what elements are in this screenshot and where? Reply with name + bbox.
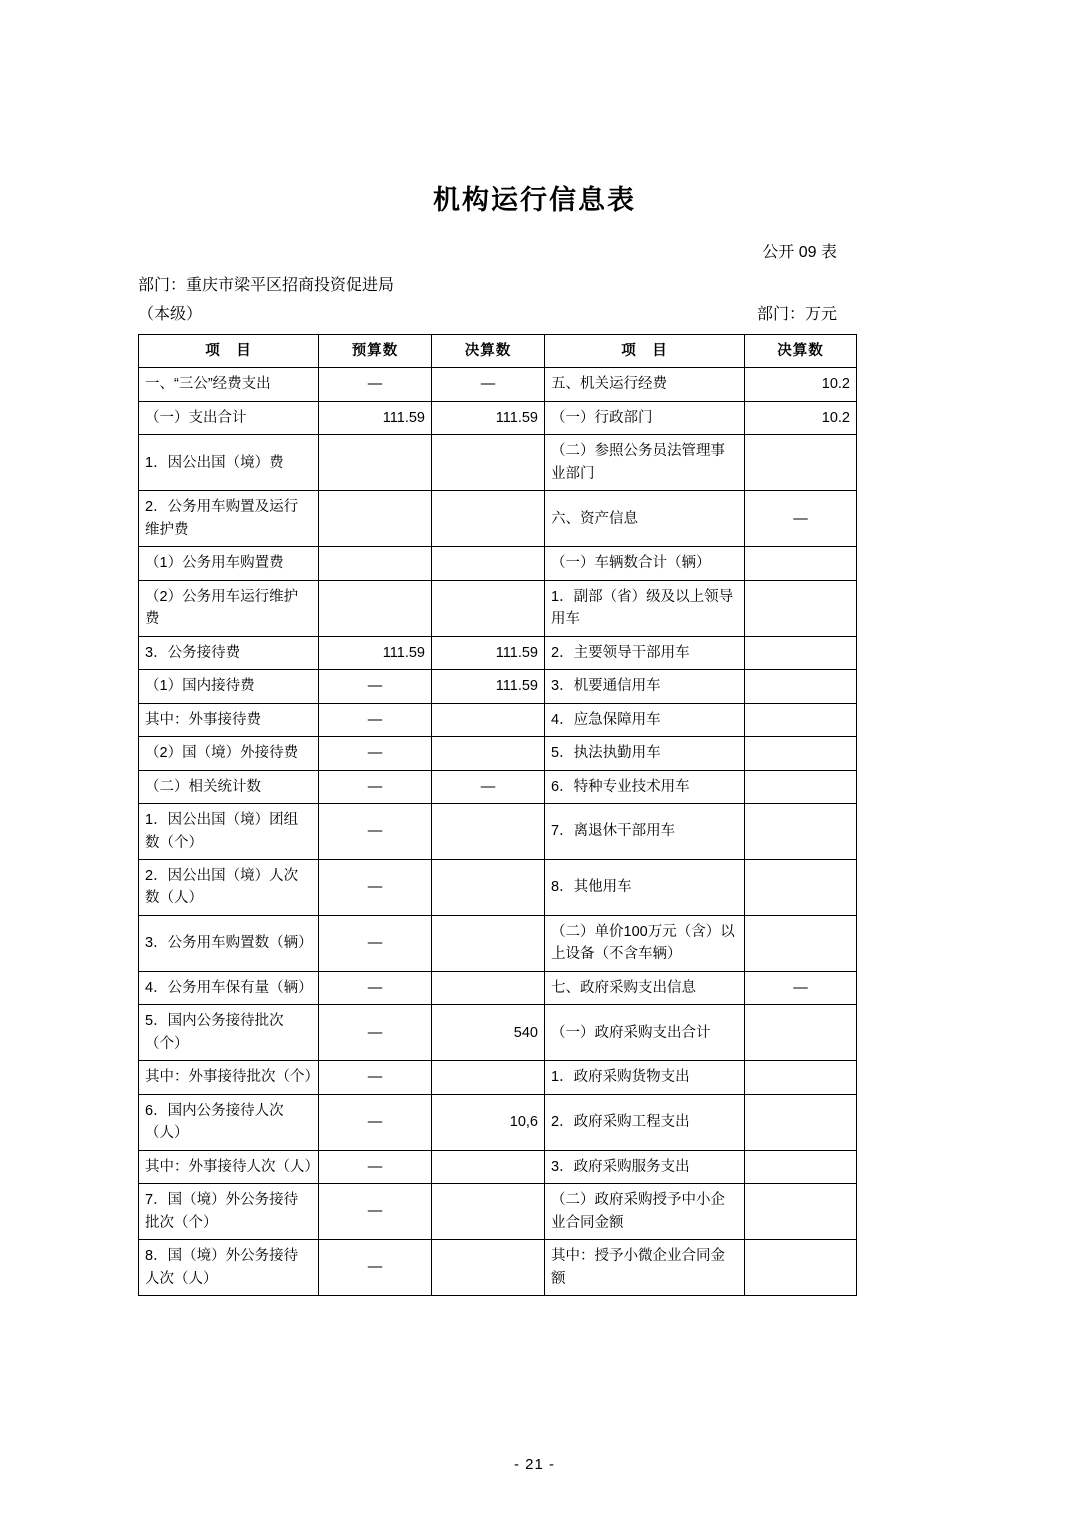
cell-final — [432, 971, 545, 1004]
cell-final-right — [745, 1150, 857, 1183]
cell-budget: — — [319, 1184, 432, 1240]
cell-item-left: （2）国（境）外接待费 — [139, 737, 319, 770]
cell-item-left: 其中：外事接待费 — [139, 703, 319, 736]
cell-item-left: （2）公务用车运行维护费 — [139, 580, 319, 636]
cell-budget: — — [319, 804, 432, 860]
cell-budget: — — [319, 670, 432, 703]
cell-item-left: 其中：外事接待批次（个） — [139, 1061, 319, 1094]
cell-item-right: 六、资产信息 — [545, 491, 745, 547]
cell-item-left: 6．国内公务接待人次（人） — [139, 1094, 319, 1150]
cell-item-left: 5．国内公务接待批次（个） — [139, 1005, 319, 1061]
cell-final-right — [745, 1005, 857, 1061]
cell-final: — — [432, 770, 545, 803]
page-title: 机构运行信息表 — [433, 185, 636, 215]
table-row — [139, 547, 857, 580]
cell-final-right: — — [745, 971, 857, 1004]
cell-item-left: （一）支出合计 — [139, 401, 319, 434]
cell-final — [432, 737, 545, 770]
cell-item-right: 2．主要领导干部用车 — [545, 636, 745, 669]
cell-final-right — [745, 435, 857, 491]
cell-item-left: 3．公务用车购置数（辆） — [139, 915, 319, 971]
cell-item-right: （一）行政部门 — [545, 401, 745, 434]
cell-final-right: 10.2 — [745, 401, 857, 434]
cell-final — [432, 1061, 545, 1094]
table-row — [139, 1240, 857, 1296]
cell-item-right: 1．政府采购货物支出 — [545, 1061, 745, 1094]
unit-row — [138, 301, 837, 324]
cell-final: 540 — [432, 1005, 545, 1061]
cell-item-right: （一）政府采购支出合计 — [545, 1005, 745, 1061]
cell-final: 10,6 — [432, 1094, 545, 1150]
cell-item-right: 2．政府采购工程支出 — [545, 1094, 745, 1150]
cell-item-right: 3．机要通信用车 — [545, 670, 745, 703]
department-sub-label: （本级） — [138, 306, 203, 323]
cell-item-left: 7．国（境）外公务接待批次（个） — [139, 1184, 319, 1240]
cell-final — [432, 547, 545, 580]
cell-final: 111.59 — [432, 401, 545, 434]
cell-item-right: 6．特种专业技术用车 — [545, 770, 745, 803]
cell-item-right: 七、政府采购支出信息 — [545, 971, 745, 1004]
cell-final-right — [745, 770, 857, 803]
cell-budget — [319, 435, 432, 491]
cell-item-left: 其中：外事接待人次（人） — [139, 1150, 319, 1183]
cell-final-right — [745, 915, 857, 971]
cell-item-right: （二）参照公务员法管理事业部门 — [545, 435, 745, 491]
cell-final — [432, 804, 545, 860]
cell-item-right: 其中：授予小微企业合同金额 — [545, 1240, 745, 1296]
operation-info-table — [138, 334, 857, 1296]
unit-label: 部门：万元 — [756, 306, 837, 323]
table-row — [139, 1094, 857, 1150]
table-row — [139, 368, 857, 401]
cell-budget: 111.59 — [319, 636, 432, 669]
cell-item-left: （二）相关统计数 — [139, 770, 319, 803]
cell-final — [432, 1240, 545, 1296]
table-row — [139, 580, 857, 636]
cell-final-right: 10.2 — [745, 368, 857, 401]
cell-item-right: （二）单价100万元（含）以上设备（不含车辆） — [545, 915, 745, 971]
cell-final — [432, 859, 545, 915]
cell-item-left: 3．公务接待费 — [139, 636, 319, 669]
form-number: 公开 09 表 — [762, 244, 837, 261]
cell-final-right — [745, 1061, 857, 1094]
cell-final — [432, 1184, 545, 1240]
table-row — [139, 491, 857, 547]
cell-final-right — [745, 547, 857, 580]
cell-final — [432, 580, 545, 636]
header-budget: 预算数 — [319, 335, 432, 368]
cell-item-right: 五、机关运行经费 — [545, 368, 745, 401]
cell-item-left: 1．因公出国（境）团组数（个） — [139, 804, 319, 860]
department-label: 部门：重庆市梁平区招商投资促进局 — [138, 277, 395, 294]
cell-final — [432, 1150, 545, 1183]
cell-item-left: 8．国（境）外公务接待人次（人） — [139, 1240, 319, 1296]
cell-budget: — — [319, 737, 432, 770]
cell-budget: — — [319, 368, 432, 401]
cell-item-right: 1．副部（省）级及以上领导用车 — [545, 580, 745, 636]
cell-item-left: 2．因公出国（境）人次数（人） — [139, 859, 319, 915]
table-row — [139, 670, 857, 703]
table-row — [139, 636, 857, 669]
department-row — [138, 272, 837, 295]
cell-item-left: 一、“三公”经费支出 — [139, 368, 319, 401]
table-row — [139, 1150, 857, 1183]
cell-final-right — [745, 859, 857, 915]
cell-budget: — — [319, 1005, 432, 1061]
cell-budget: — — [319, 1061, 432, 1094]
header-item-left: 项 目 — [139, 335, 319, 368]
cell-final-right — [745, 580, 857, 636]
cell-budget: — — [319, 770, 432, 803]
cell-item-right: 5．执法执勤用车 — [545, 737, 745, 770]
cell-budget: — — [319, 971, 432, 1004]
cell-budget — [319, 491, 432, 547]
cell-final: 111.59 — [432, 636, 545, 669]
table-row — [139, 703, 857, 736]
cell-item-left: 2．公务用车购置及运行维护费 — [139, 491, 319, 547]
cell-budget: — — [319, 1094, 432, 1150]
page-number: - 21 - — [513, 1456, 555, 1473]
table-row — [139, 1061, 857, 1094]
cell-final — [432, 915, 545, 971]
cell-budget: — — [319, 1150, 432, 1183]
table-row — [139, 915, 857, 971]
cell-final-right — [745, 1094, 857, 1150]
cell-item-left: （1）国内接待费 — [139, 670, 319, 703]
cell-item-right: （一）车辆数合计（辆） — [545, 547, 745, 580]
cell-budget — [319, 547, 432, 580]
table-row — [139, 737, 857, 770]
cell-final: 111.59 — [432, 670, 545, 703]
table-row — [139, 401, 857, 434]
header-item-right: 项 目 — [545, 335, 745, 368]
cell-item-left: （1）公务用车购置费 — [139, 547, 319, 580]
cell-final-right — [745, 1184, 857, 1240]
cell-item-right: 3．政府采购服务支出 — [545, 1150, 745, 1183]
cell-final-right — [745, 737, 857, 770]
cell-item-right: 8．其他用车 — [545, 859, 745, 915]
cell-final — [432, 435, 545, 491]
table-row — [139, 859, 857, 915]
cell-budget: — — [319, 703, 432, 736]
cell-budget — [319, 580, 432, 636]
cell-final — [432, 491, 545, 547]
cell-final-right — [745, 1240, 857, 1296]
cell-item-right: 7．离退休干部用车 — [545, 804, 745, 860]
cell-budget: — — [319, 1240, 432, 1296]
table-body — [139, 335, 857, 1296]
table-row — [139, 971, 857, 1004]
cell-final-right — [745, 670, 857, 703]
cell-item-left: 4．公务用车保有量（辆） — [139, 971, 319, 1004]
cell-final-right: — — [745, 491, 857, 547]
cell-budget: 111.59 — [319, 401, 432, 434]
header-final: 决算数 — [432, 335, 545, 368]
cell-item-right: 4．应急保障用车 — [545, 703, 745, 736]
table-row — [139, 804, 857, 860]
table-row — [139, 1005, 857, 1061]
cell-budget: — — [319, 859, 432, 915]
table-row — [139, 435, 857, 491]
cell-item-left: 1．因公出国（境）费 — [139, 435, 319, 491]
cell-final: — — [432, 368, 545, 401]
cell-item-right: （二）政府采购授予中小企业合同金额 — [545, 1184, 745, 1240]
cell-budget: — — [319, 915, 432, 971]
cell-final-right — [745, 636, 857, 669]
cell-final-right — [745, 804, 857, 860]
cell-final — [432, 703, 545, 736]
cell-final-right — [745, 703, 857, 736]
table-header-row — [139, 335, 857, 368]
header-final-right: 决算数 — [745, 335, 857, 368]
table-row — [139, 770, 857, 803]
table-row — [139, 1184, 857, 1240]
